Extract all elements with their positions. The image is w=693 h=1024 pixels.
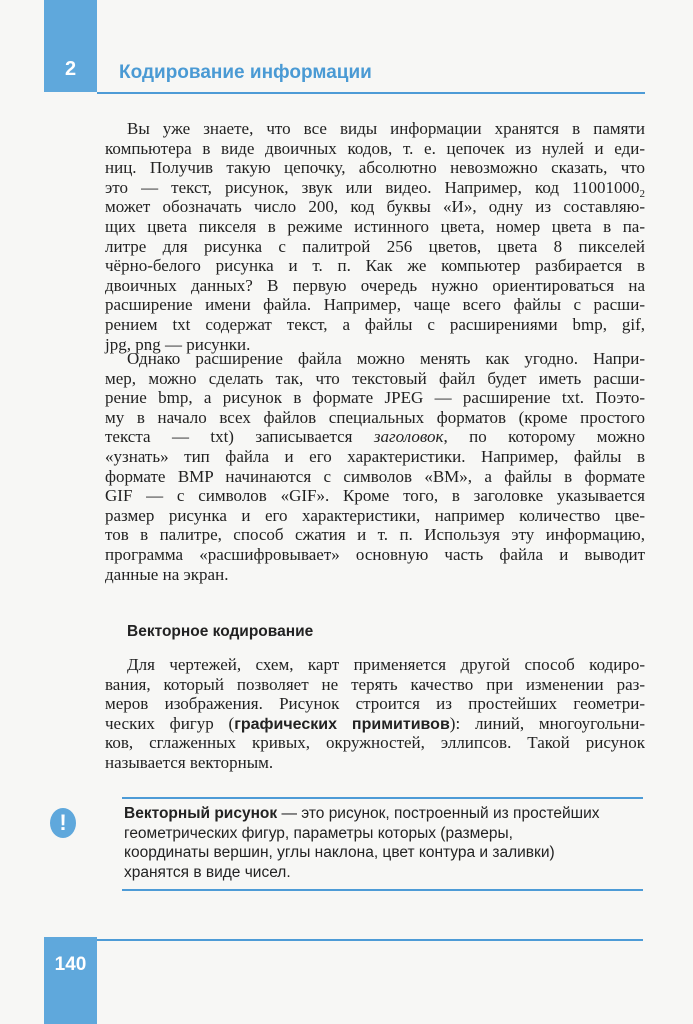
text-line xyxy=(105,295,645,315)
note-line: геометрических фигур, параметры которых (размеры, xyxy=(124,824,513,842)
text-line xyxy=(105,655,645,675)
text-segment: меров изображения. Рисунок строится из простейших геометри- xyxy=(105,694,645,714)
section-heading: Векторное кодирование xyxy=(127,623,314,640)
text-line xyxy=(105,506,645,526)
text-segment: Однако расширение файла можно менять как угодно. Напри- xyxy=(127,349,645,368)
text-line xyxy=(105,119,645,139)
text-segment: , по которому можно xyxy=(443,427,645,447)
text-segment: двоичных данных? В первую очередь нужно ориентироваться на xyxy=(105,275,645,295)
footer-rule xyxy=(97,939,643,941)
paragraph-intro xyxy=(105,119,645,354)
text-line xyxy=(105,237,645,257)
text-line xyxy=(105,349,645,369)
text-line xyxy=(105,675,645,695)
text-line xyxy=(105,467,645,487)
text-segment: размер рисунка и его характеристики, например количество цве- xyxy=(105,505,645,525)
text-segment: литре для рисунка с палитрой 256 цветов, цвета 8 пикселей xyxy=(105,236,645,256)
text-line xyxy=(105,315,645,335)
text-segment: ): линий, многоугольни- xyxy=(449,713,645,733)
page-number-tab xyxy=(44,937,97,1024)
exclamation-icon: ! xyxy=(50,808,76,838)
note-line: хранятся в виде чисел. xyxy=(124,863,291,881)
text-segment: jpg, png — рисунки. xyxy=(105,334,251,354)
text-segment: Вы уже знаете, что все виды информации хранятся в памяти xyxy=(127,119,645,138)
page-number: 140 xyxy=(54,954,87,975)
text-segment: Для чертежей, схем, карт применяется другой способ кодиро- xyxy=(127,655,645,674)
text-segment: ков, сглаженных кривых, окружностей, эллипсов. Такой рисунок xyxy=(105,733,645,753)
text-segment: му в начало всех файлов специальных форматов (кроме простого xyxy=(105,407,645,427)
text-line xyxy=(105,388,645,408)
text-segment: рение bmp, а рисунок в формате JPEG — расширение txt. Поэто- xyxy=(105,388,645,408)
text-line xyxy=(105,158,645,178)
note-top-rule xyxy=(122,797,643,799)
text-segment: это — текст, рисунок, звук или видео. Например, код 11001000 xyxy=(105,177,640,197)
text-line xyxy=(105,694,645,714)
text-segment: ческих фигур ( xyxy=(105,713,235,733)
text-line xyxy=(105,714,645,734)
text-segment: называется векторным. xyxy=(105,752,274,772)
paragraph-file-headers xyxy=(105,349,645,584)
text-segment: чёрно-белого рисунка и т. п. Как же компьютер разбирается в xyxy=(105,256,645,276)
text-segment: ниц. Получив такую цепочку, абсолютно невозможно сказать, что xyxy=(105,158,645,178)
text-line xyxy=(105,525,645,545)
text-line xyxy=(105,545,645,565)
text-line xyxy=(105,565,645,585)
text-segment: формате BMP начинаются с символов «BM», а файлы в формате xyxy=(105,466,645,486)
text-segment: текста — txt) записывается xyxy=(105,427,374,447)
text-segment: «узнать» тип файла и его характеристики. Например, файлы в xyxy=(105,446,645,466)
note-bottom-rule xyxy=(122,889,643,891)
text-segment: программа «расшифровывает» основную часть файла и выводит xyxy=(105,544,645,564)
text-segment: вания, который позволяет не терять качество при изменении раз- xyxy=(105,674,645,694)
text-segment: может обозначать число 200, код буквы «И», одну из составляю- xyxy=(105,197,645,217)
text-segment: щих цвета пикселя в режиме истинного цвета, номер цвета в па- xyxy=(105,216,645,236)
text-line xyxy=(105,733,645,753)
note-line: координаты вершин, углы наклона, цвет контура и заливки) xyxy=(124,844,555,861)
text-segment: заголовок xyxy=(373,427,444,447)
chapter-number: 2 xyxy=(64,58,77,80)
text-line xyxy=(105,256,645,276)
chapter-title: Кодирование информации xyxy=(119,62,372,83)
text-line xyxy=(105,217,645,237)
header-rule xyxy=(97,92,645,94)
text-line xyxy=(105,427,645,447)
text-segment: расширение имени файла. Например, чаще всего файлы с расши- xyxy=(105,295,645,315)
text-line xyxy=(105,486,645,506)
text-line xyxy=(105,276,645,296)
text-segment: компьютера в виде двоичных кодов, т. е. цепочек из нулей и еди- xyxy=(105,138,645,158)
text-line xyxy=(105,139,645,159)
note-line: Векторный рисунок — это рисунок, построенный из простейших xyxy=(124,805,600,822)
paragraph-vector-coding xyxy=(105,655,645,773)
note-term: Векторный рисунок xyxy=(124,805,278,822)
text-line xyxy=(105,447,645,467)
text-segment: GIF — с символов «GIF». Кроме того, в заголовке указывается xyxy=(105,486,645,506)
text-segment: мер, можно сделать так, что текстовый файл будет иметь расши- xyxy=(105,368,645,388)
text-line xyxy=(105,197,645,217)
text-segment: рением txt содержат текст, а файлы с расширениями bmp, gif, xyxy=(105,314,645,334)
text-line xyxy=(105,753,645,773)
text-segment: данные на экран. xyxy=(105,564,229,584)
text-segment: 2 xyxy=(639,187,645,200)
definition-note xyxy=(124,804,649,882)
text-line xyxy=(105,369,645,389)
text-segment: тов в палитре, способ сжатия и т. п. Используя эту информацию, xyxy=(105,525,645,545)
text-line xyxy=(105,178,645,198)
text-line xyxy=(105,408,645,428)
text-segment: графических примитивов xyxy=(234,715,450,733)
